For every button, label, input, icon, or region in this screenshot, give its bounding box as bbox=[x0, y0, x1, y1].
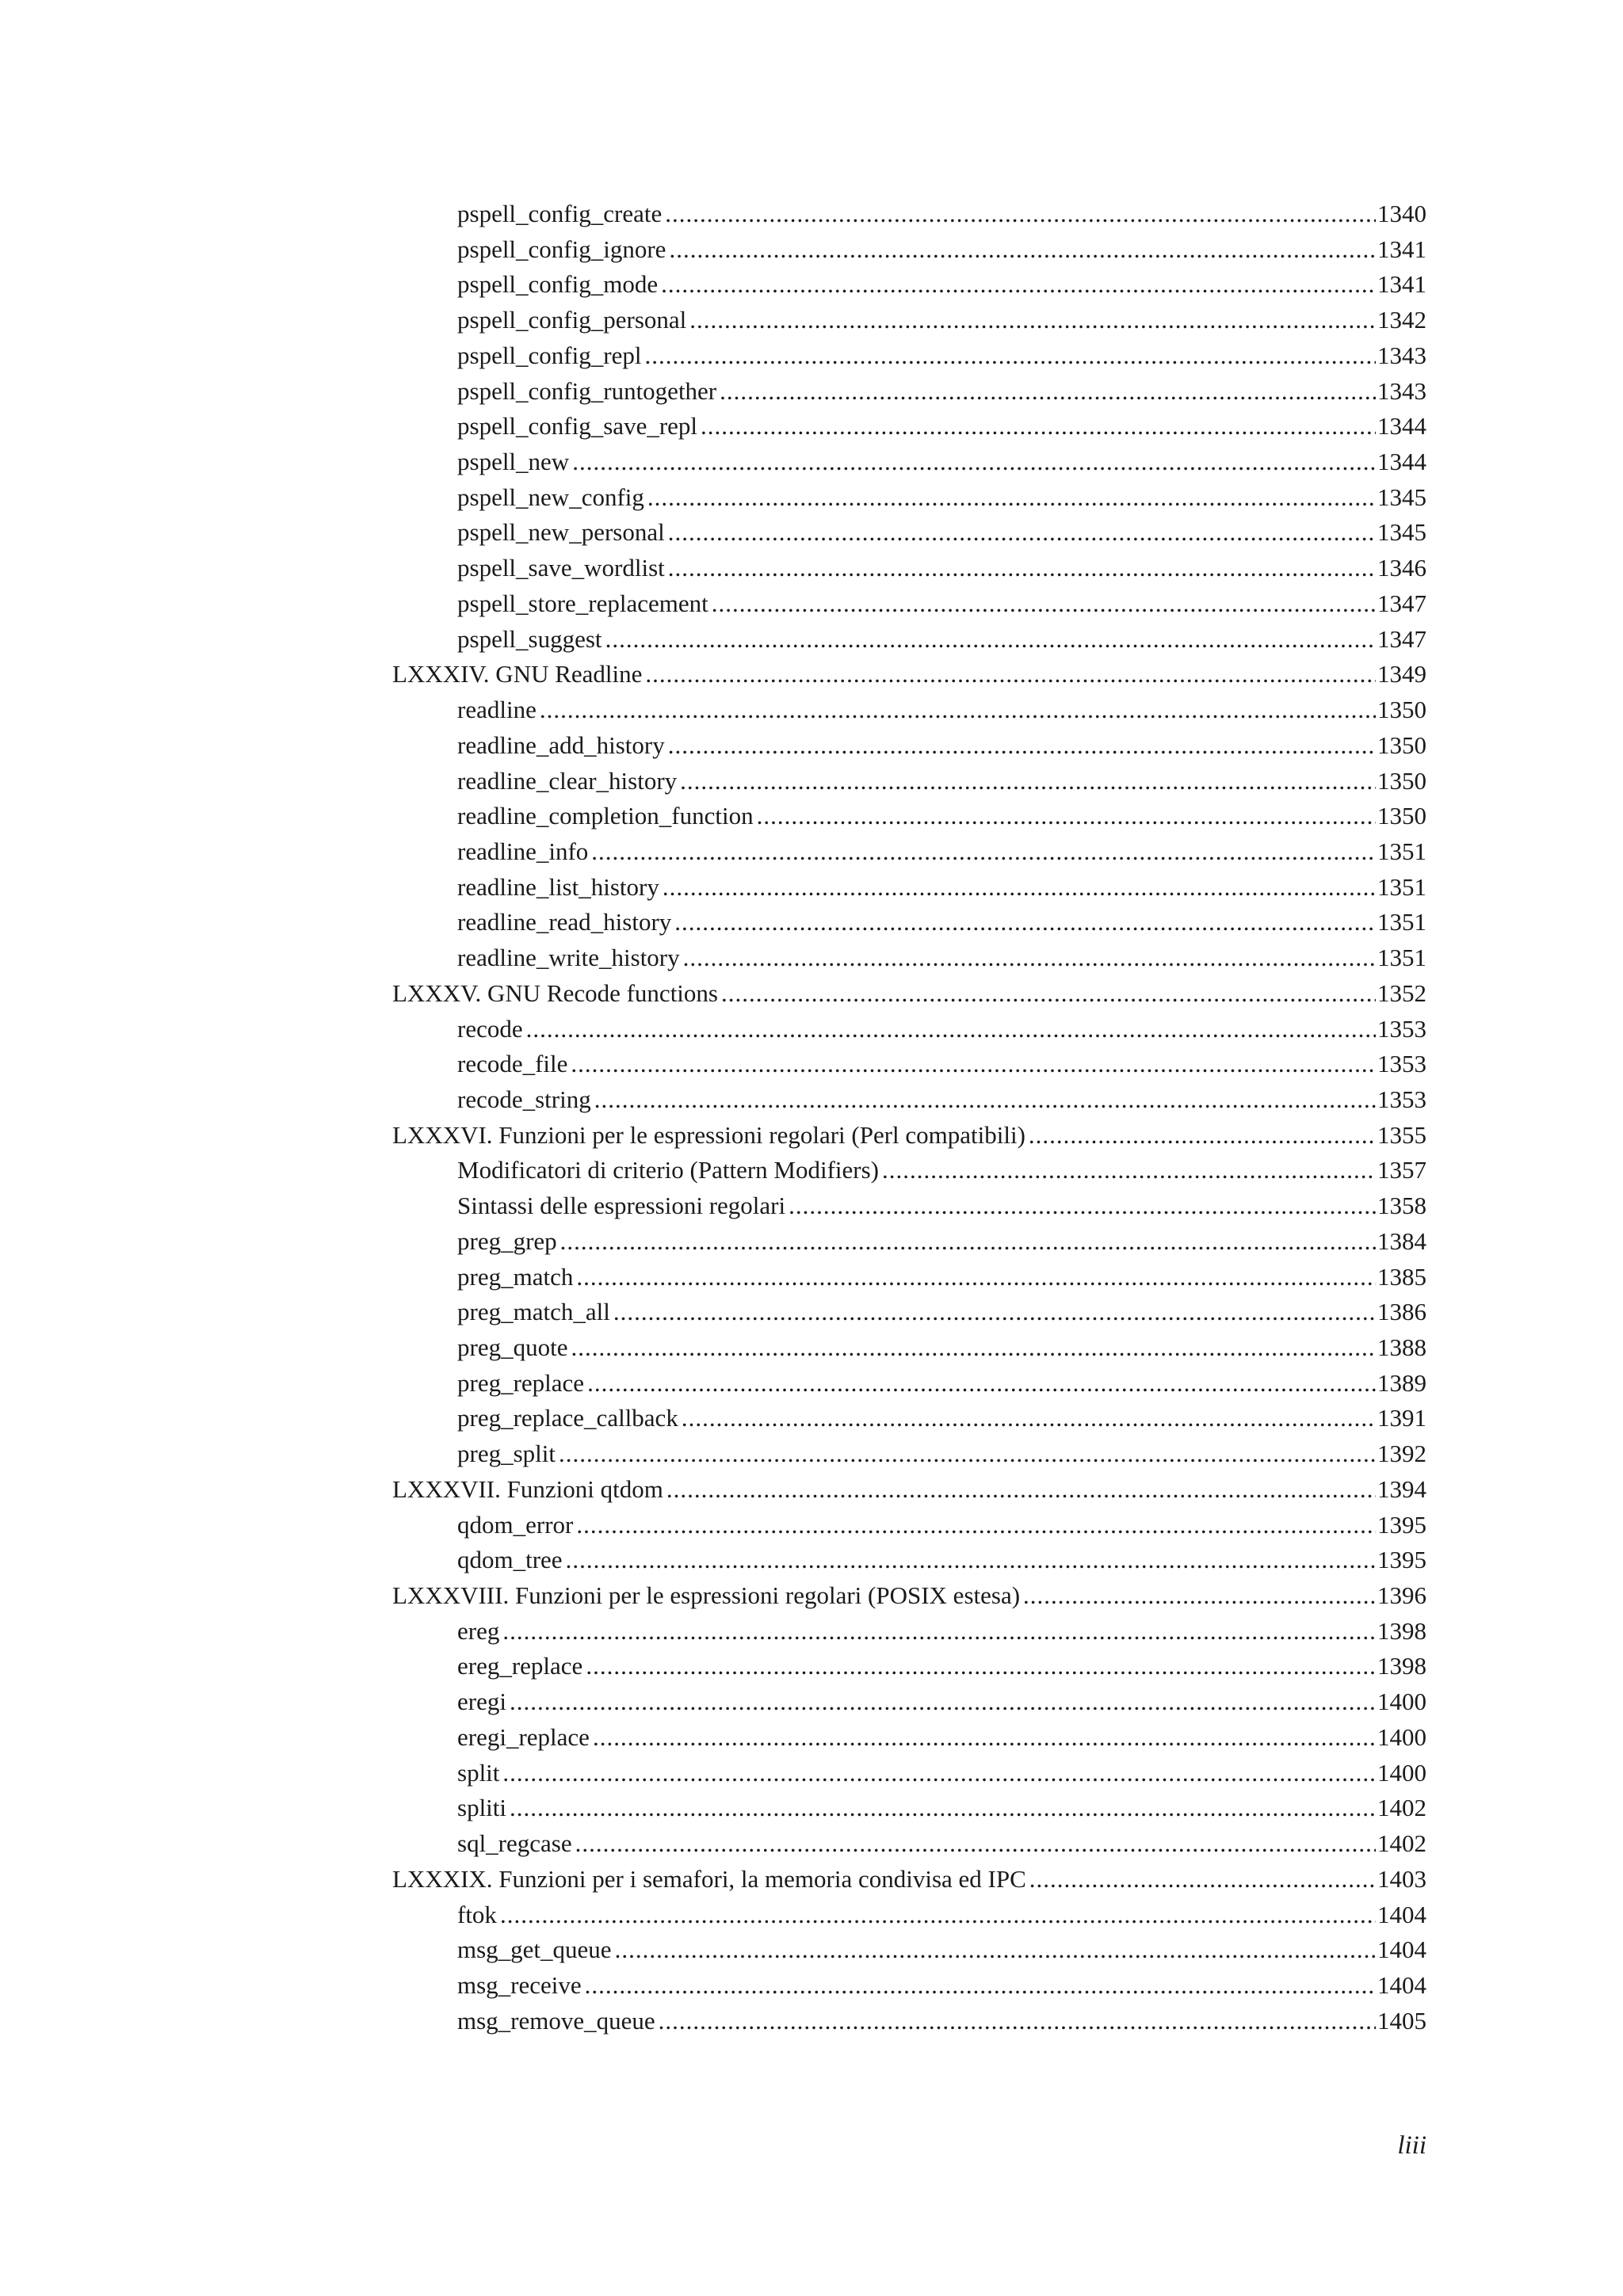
toc-entry[interactable] bbox=[392, 1436, 1426, 1472]
toc-entry-page: 1388 bbox=[1377, 1333, 1426, 1361]
toc-entry-page: 1353 bbox=[1377, 1014, 1426, 1043]
toc-entry-title: msg_remove_queue bbox=[457, 2006, 655, 2035]
dot-leader bbox=[644, 338, 1376, 374]
toc-entry-title: qdom_error bbox=[457, 1510, 574, 1539]
toc-entry-page: 1404 bbox=[1377, 1970, 1426, 1999]
dot-leader bbox=[647, 480, 1376, 516]
toc-entry[interactable] bbox=[392, 1082, 1426, 1118]
dot-leader bbox=[661, 267, 1376, 303]
dot-leader bbox=[576, 1508, 1376, 1543]
toc-entry-title: ereg_replace bbox=[457, 1652, 583, 1680]
toc-entry[interactable] bbox=[392, 1649, 1426, 1684]
dot-leader bbox=[689, 303, 1376, 338]
dot-leader bbox=[674, 905, 1376, 940]
toc-entry-title: ereg bbox=[457, 1616, 500, 1645]
dot-leader bbox=[576, 1260, 1376, 1295]
toc-entry[interactable] bbox=[392, 409, 1426, 444]
toc-entry-page: 1345 bbox=[1377, 482, 1426, 511]
dot-leader bbox=[502, 1756, 1376, 1791]
toc-entry[interactable] bbox=[392, 1401, 1426, 1436]
toc-entry-title: qdom_tree bbox=[457, 1546, 563, 1574]
toc-entry-title: readline_add_history bbox=[457, 730, 665, 759]
dot-leader bbox=[669, 232, 1376, 268]
toc-entry-page: 1344 bbox=[1377, 412, 1426, 441]
toc-entry-page: 1398 bbox=[1377, 1616, 1426, 1645]
toc-entry[interactable] bbox=[392, 1791, 1426, 1826]
toc-entry-title: LXXXIV. GNU Readline bbox=[392, 660, 643, 688]
toc-entry-title: sql_regcase bbox=[457, 1829, 572, 1858]
toc-entry[interactable] bbox=[392, 1932, 1426, 1968]
toc-entry-page: 1392 bbox=[1377, 1440, 1426, 1468]
toc-entry-title: readline bbox=[457, 696, 537, 724]
toc-chapter-entry[interactable] bbox=[392, 1472, 1426, 1508]
toc-entry-page: 1391 bbox=[1377, 1404, 1426, 1432]
dot-leader bbox=[615, 1932, 1376, 1968]
toc-entry[interactable] bbox=[392, 1543, 1426, 1578]
dot-leader bbox=[613, 1295, 1376, 1330]
toc-entry-title: eregi bbox=[457, 1688, 506, 1716]
toc-entry[interactable] bbox=[392, 338, 1426, 374]
toc-entry-title: LXXXIX. Funzioni per i semafori, la memoria condivisa ed IPC bbox=[392, 1864, 1026, 1893]
toc-entry[interactable] bbox=[392, 1188, 1426, 1224]
toc-entry-title: preg_replace bbox=[457, 1368, 585, 1397]
dot-leader bbox=[663, 870, 1376, 906]
toc-entry-title: Sintassi delle espressioni regolari bbox=[457, 1192, 786, 1220]
toc-entry[interactable] bbox=[392, 1153, 1426, 1188]
toc-entry[interactable] bbox=[392, 1012, 1426, 1047]
toc-entry-page: 1350 bbox=[1377, 730, 1426, 759]
page-number: liii bbox=[1397, 2131, 1426, 2160]
toc-entry[interactable] bbox=[392, 1614, 1426, 1650]
dot-leader bbox=[605, 622, 1376, 658]
dot-leader bbox=[1029, 1118, 1376, 1154]
toc-entry-title: pspell_config_ignore bbox=[457, 235, 666, 263]
toc-entry-title: preg_grep bbox=[457, 1226, 557, 1255]
toc-entry[interactable] bbox=[392, 374, 1426, 410]
toc-entry-title: pspell_new_personal bbox=[457, 518, 665, 547]
dot-leader bbox=[572, 444, 1376, 480]
toc-entry-title: pspell_config_save_repl bbox=[457, 412, 698, 441]
toc-entry[interactable] bbox=[392, 480, 1426, 516]
toc-entry-page: 1405 bbox=[1377, 2006, 1426, 2035]
toc-entry-page: 1350 bbox=[1377, 766, 1426, 795]
toc-entry[interactable] bbox=[392, 905, 1426, 940]
dot-leader bbox=[560, 1224, 1376, 1260]
toc-entry[interactable] bbox=[392, 1897, 1426, 1933]
dot-leader bbox=[668, 728, 1376, 764]
toc-entry[interactable] bbox=[392, 1260, 1426, 1295]
toc-entry-page: 1386 bbox=[1377, 1298, 1426, 1326]
toc-entry[interactable] bbox=[392, 586, 1426, 622]
toc-entry[interactable] bbox=[392, 444, 1426, 480]
toc-entry[interactable] bbox=[392, 1826, 1426, 1862]
toc-entry-title: readline_list_history bbox=[457, 872, 659, 901]
toc-entry-page: 1349 bbox=[1377, 660, 1426, 688]
toc-entry[interactable] bbox=[392, 1756, 1426, 1791]
dot-leader bbox=[680, 764, 1376, 799]
toc-entry-title: readline_completion_function bbox=[457, 802, 754, 830]
toc-entry-page: 1353 bbox=[1377, 1050, 1426, 1078]
toc-entry-page: 1389 bbox=[1377, 1368, 1426, 1397]
dot-leader bbox=[594, 1082, 1376, 1118]
toc-entry-page: 1351 bbox=[1377, 944, 1426, 972]
toc-entry-title: pspell_save_wordlist bbox=[457, 554, 665, 582]
toc-entry-title: pspell_config_personal bbox=[457, 306, 687, 334]
toc-entry-page: 1404 bbox=[1377, 1900, 1426, 1928]
toc-entry-page: 1350 bbox=[1377, 696, 1426, 724]
dot-leader bbox=[585, 1968, 1376, 2004]
toc-entry-page: 1341 bbox=[1377, 270, 1426, 299]
dot-leader bbox=[571, 1047, 1376, 1082]
toc-entry-page: 1403 bbox=[1377, 1864, 1426, 1893]
toc-entry-title: ftok bbox=[457, 1900, 497, 1928]
toc-entry[interactable] bbox=[392, 267, 1426, 303]
toc-entry-page: 1342 bbox=[1377, 306, 1426, 334]
toc-entry-page: 1395 bbox=[1377, 1510, 1426, 1539]
toc-entry-page: 1353 bbox=[1377, 1085, 1426, 1113]
toc-entry-title: pspell_config_mode bbox=[457, 270, 659, 299]
dot-leader bbox=[682, 1401, 1376, 1436]
toc-chapter-entry[interactable] bbox=[392, 1862, 1426, 1897]
toc-entry-title: preg_match_all bbox=[457, 1298, 610, 1326]
toc-entry-page: 1350 bbox=[1377, 802, 1426, 830]
toc-entry-title: LXXXVII. Funzioni qtdom bbox=[392, 1474, 663, 1503]
toc-entry-title: preg_quote bbox=[457, 1333, 568, 1361]
table-of-contents bbox=[392, 196, 1426, 2039]
dot-leader bbox=[540, 692, 1376, 728]
toc-entry-page: 1351 bbox=[1377, 837, 1426, 865]
toc-entry[interactable] bbox=[392, 799, 1426, 834]
toc-entry-title: recode_string bbox=[457, 1085, 591, 1113]
toc-chapter-entry[interactable] bbox=[392, 976, 1426, 1012]
toc-entry-title: preg_split bbox=[457, 1440, 556, 1468]
toc-entry-page: 1341 bbox=[1377, 235, 1426, 263]
toc-entry-page: 1346 bbox=[1377, 554, 1426, 582]
toc-entry-page: 1357 bbox=[1377, 1156, 1426, 1184]
dot-leader bbox=[1029, 1862, 1376, 1897]
toc-entry[interactable] bbox=[392, 1684, 1426, 1720]
toc-entry[interactable] bbox=[392, 1968, 1426, 2004]
toc-entry-page: 1351 bbox=[1377, 908, 1426, 936]
toc-entry-page: 1358 bbox=[1377, 1192, 1426, 1220]
dot-leader bbox=[559, 1436, 1376, 1472]
toc-entry-title: preg_match bbox=[457, 1262, 574, 1291]
toc-chapter-entry[interactable] bbox=[392, 1578, 1426, 1614]
dot-leader bbox=[645, 657, 1376, 692]
dot-leader bbox=[666, 1472, 1376, 1508]
toc-entry-title: split bbox=[457, 1758, 500, 1787]
toc-chapter-entry[interactable] bbox=[392, 657, 1426, 692]
toc-entry[interactable] bbox=[392, 196, 1426, 232]
toc-entry-title: recode_file bbox=[457, 1050, 568, 1078]
toc-entry[interactable] bbox=[392, 870, 1426, 906]
dot-leader bbox=[510, 1684, 1376, 1720]
dot-leader bbox=[593, 1720, 1376, 1756]
toc-entry-page: 1340 bbox=[1377, 200, 1426, 227]
toc-entry-title: readline_info bbox=[457, 837, 589, 865]
toc-entry-page: 1400 bbox=[1377, 1688, 1426, 1716]
toc-entry-page: 1400 bbox=[1377, 1758, 1426, 1787]
toc-entry[interactable] bbox=[392, 515, 1426, 551]
toc-entry[interactable] bbox=[392, 834, 1426, 870]
toc-entry-title: msg_receive bbox=[457, 1970, 582, 1999]
toc-entry-page: 1343 bbox=[1377, 341, 1426, 369]
dot-leader bbox=[668, 515, 1376, 551]
toc-entry-page: 1394 bbox=[1377, 1474, 1426, 1503]
toc-entry-title: pspell_config_create bbox=[457, 200, 663, 227]
dot-leader bbox=[571, 1330, 1376, 1366]
toc-entry-title: pspell_new_config bbox=[457, 482, 644, 511]
dot-leader bbox=[526, 1012, 1376, 1047]
toc-chapter-entry[interactable] bbox=[392, 1118, 1426, 1154]
toc-entry-page: 1352 bbox=[1377, 978, 1426, 1007]
toc-entry-page: 1398 bbox=[1377, 1652, 1426, 1680]
toc-entry-title: msg_get_queue bbox=[457, 1936, 612, 1964]
toc-entry[interactable] bbox=[392, 303, 1426, 338]
dot-leader bbox=[591, 834, 1376, 870]
dot-leader bbox=[683, 940, 1376, 976]
toc-entry-page: 1347 bbox=[1377, 624, 1426, 653]
toc-entry-page: 1396 bbox=[1377, 1581, 1426, 1610]
toc-entry-title: pspell_config_repl bbox=[457, 341, 642, 369]
toc-entry-page: 1343 bbox=[1377, 376, 1426, 405]
toc-entry-title: spliti bbox=[457, 1794, 507, 1822]
toc-entry[interactable] bbox=[392, 551, 1426, 586]
dot-leader bbox=[502, 1614, 1376, 1650]
toc-entry[interactable] bbox=[392, 2004, 1426, 2039]
toc-entry-title: pspell_config_runtogether bbox=[457, 376, 717, 405]
toc-entry-page: 1351 bbox=[1377, 872, 1426, 901]
toc-entry-page: 1347 bbox=[1377, 589, 1426, 617]
toc-entry-page: 1400 bbox=[1377, 1722, 1426, 1751]
dot-leader bbox=[1023, 1578, 1376, 1614]
toc-entry[interactable] bbox=[392, 692, 1426, 728]
toc-entry[interactable] bbox=[392, 622, 1426, 658]
dot-leader bbox=[587, 1366, 1376, 1402]
toc-entry[interactable] bbox=[392, 1366, 1426, 1402]
dot-leader bbox=[659, 2004, 1376, 2039]
toc-entry-page: 1395 bbox=[1377, 1546, 1426, 1574]
dot-leader bbox=[566, 1543, 1376, 1578]
toc-entry[interactable] bbox=[392, 1508, 1426, 1543]
toc-entry-title: pspell_store_replacement bbox=[457, 589, 708, 617]
toc-entry-page: 1345 bbox=[1377, 518, 1426, 547]
toc-entry-title: preg_replace_callback bbox=[457, 1404, 678, 1432]
toc-entry-title: LXXXVIII. Funzioni per le espressioni regolari (POSIX estesa) bbox=[392, 1581, 1021, 1610]
toc-entry[interactable] bbox=[392, 1224, 1426, 1260]
toc-entry-page: 1404 bbox=[1377, 1936, 1426, 1964]
dot-leader bbox=[510, 1791, 1376, 1826]
toc-entry[interactable] bbox=[392, 1720, 1426, 1756]
toc-entry-title: readline_write_history bbox=[457, 944, 680, 972]
dot-leader bbox=[721, 976, 1376, 1012]
dot-leader bbox=[701, 409, 1376, 444]
toc-entry-title: eregi_replace bbox=[457, 1722, 590, 1751]
toc-entry[interactable] bbox=[392, 940, 1426, 976]
toc-entry-page: 1402 bbox=[1377, 1829, 1426, 1858]
dot-leader bbox=[575, 1826, 1376, 1862]
dot-leader bbox=[789, 1188, 1376, 1224]
dot-leader bbox=[720, 374, 1376, 410]
toc-entry-title: Modificatori di criterio (Pattern Modifiers) bbox=[457, 1156, 880, 1184]
toc-entry-title: pspell_new bbox=[457, 448, 570, 476]
toc-entry-title: pspell_suggest bbox=[457, 624, 602, 653]
toc-entry-page: 1384 bbox=[1377, 1226, 1426, 1255]
toc-entry-title: recode bbox=[457, 1014, 523, 1043]
toc-entry-title: LXXXV. GNU Recode functions bbox=[392, 978, 718, 1007]
toc-entry[interactable] bbox=[392, 728, 1426, 764]
toc-entry-title: LXXXVI. Funzioni per le espressioni regolari (Perl compatibili) bbox=[392, 1120, 1025, 1149]
toc-entry-page: 1344 bbox=[1377, 448, 1426, 476]
dot-leader bbox=[757, 799, 1376, 834]
dot-leader bbox=[668, 551, 1376, 586]
dot-leader bbox=[500, 1897, 1376, 1933]
toc-entry-page: 1402 bbox=[1377, 1794, 1426, 1822]
dot-leader bbox=[882, 1153, 1376, 1188]
toc-entry[interactable] bbox=[392, 1047, 1426, 1082]
dot-leader bbox=[712, 586, 1376, 622]
toc-entry[interactable] bbox=[392, 1330, 1426, 1366]
toc-entry[interactable] bbox=[392, 232, 1426, 268]
toc-entry-page: 1355 bbox=[1377, 1120, 1426, 1149]
toc-entry-page: 1385 bbox=[1377, 1262, 1426, 1291]
dot-leader bbox=[665, 196, 1376, 232]
toc-entry-title: readline_clear_history bbox=[457, 766, 678, 795]
dot-leader bbox=[586, 1649, 1376, 1684]
toc-entry-title: readline_read_history bbox=[457, 908, 672, 936]
toc-entry[interactable] bbox=[392, 1295, 1426, 1330]
toc-entry[interactable] bbox=[392, 764, 1426, 799]
